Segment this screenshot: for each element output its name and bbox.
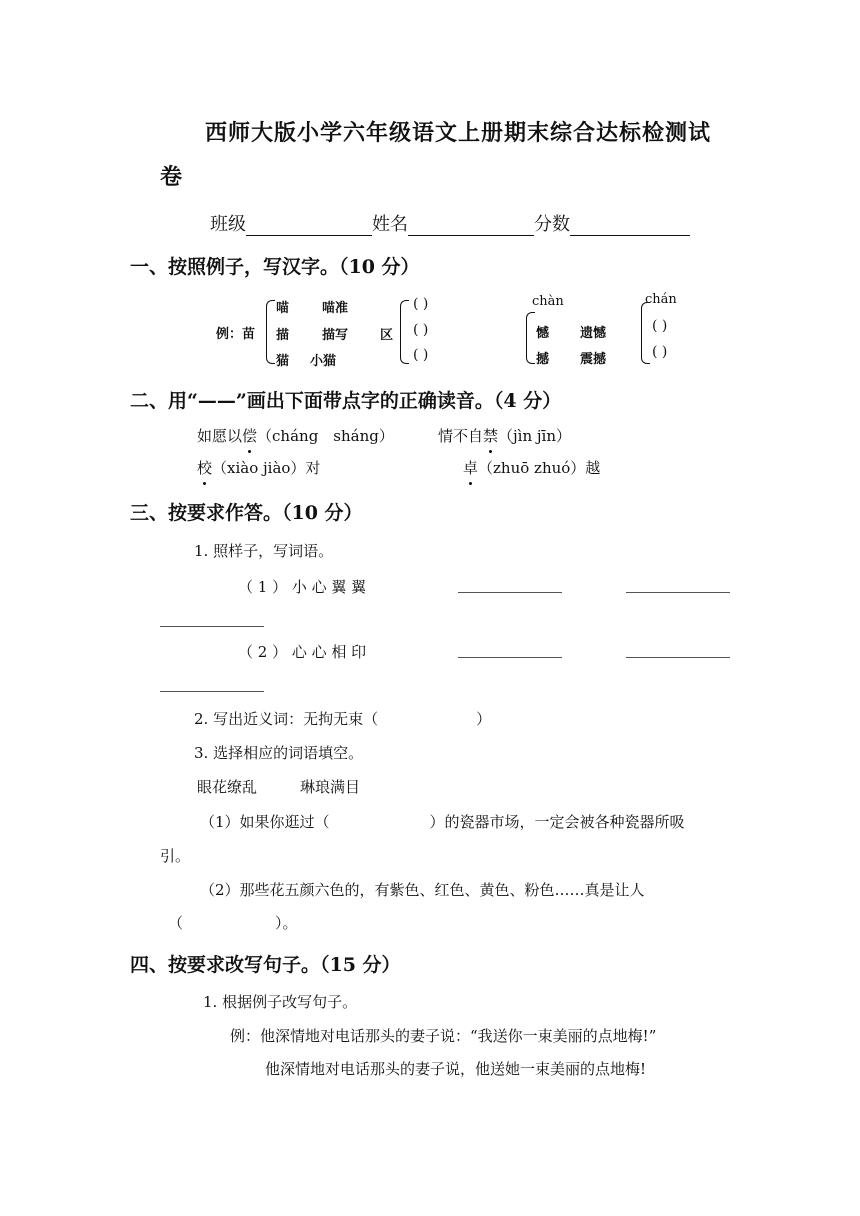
group-a-char: 撼 xyxy=(536,352,550,367)
group-a-char: 憾 xyxy=(536,326,550,341)
task-char: 区 xyxy=(380,328,394,343)
q4-example-line-1: 例：他深情地对电话那头的妻子说：“我送你一束美丽的点地梅!” xyxy=(230,1027,657,1045)
answer-line[interactable] xyxy=(458,592,562,593)
example-char: 喵 xyxy=(276,301,290,316)
group-a-word: 遗憾 xyxy=(580,326,607,341)
item-text: 情不自 xyxy=(438,427,484,445)
reading-item xyxy=(197,425,394,446)
dotted-char: 校 xyxy=(197,459,213,477)
q3-example-1: （ 1 ） 小 心 翼 翼 xyxy=(238,578,367,596)
answer-line[interactable] xyxy=(160,626,264,627)
answer-line[interactable] xyxy=(626,657,730,658)
item-text: （1）如果你逛过（ xyxy=(200,813,330,831)
example-char: 猫 xyxy=(276,354,290,369)
score-label: 分数 xyxy=(534,214,570,235)
q3-item-3: 3. 选择相应的词语填空。 xyxy=(194,744,364,762)
answer-blank[interactable]: ( ) xyxy=(652,344,668,360)
fill-sentence-2-cont xyxy=(168,912,298,933)
fill-sentence-1 xyxy=(200,811,685,832)
q4-item-1: 1. 根据例子改写句子。 xyxy=(203,993,358,1011)
answer-line[interactable] xyxy=(626,592,730,593)
choice-word: 眼花缭乱 xyxy=(197,778,258,796)
dotted-char: 禁 xyxy=(483,427,499,445)
example-word: 描写 xyxy=(322,328,349,343)
group-a-word: 震撼 xyxy=(580,352,607,367)
item-text: 如愿以 xyxy=(197,427,243,445)
pinyin-b: chán xyxy=(645,292,677,307)
section-2-heading: 二、用“——”画出下面带点字的正确读音。（4 分） xyxy=(130,390,562,412)
brace xyxy=(641,302,650,364)
q1-example-label: 例：苗 xyxy=(216,327,256,342)
page-title: 西师大版小学六年级语文上册期末综合达标检测试 xyxy=(205,120,712,146)
pinyin-options: （cháng sháng） xyxy=(257,427,394,445)
item-text: 2. 写出近义词：无拘无束（ xyxy=(194,710,379,728)
example-word: 喵准 xyxy=(322,301,349,316)
answer-line[interactable] xyxy=(160,691,264,692)
brace xyxy=(526,312,535,364)
item-text: ）。 xyxy=(275,914,298,932)
example-char: 描 xyxy=(276,328,290,343)
name-blank[interactable] xyxy=(408,217,534,236)
pinyin-a: chàn xyxy=(532,294,564,309)
info-line xyxy=(210,210,690,236)
dotted-char: 卓 xyxy=(463,459,479,477)
answer-blank[interactable]: ( ) xyxy=(413,347,429,363)
q3-item-1: 1. 照样子，写词语。 xyxy=(194,542,334,560)
reading-item xyxy=(463,457,600,478)
pinyin-options: （jìn jīn） xyxy=(498,427,572,445)
class-blank[interactable] xyxy=(246,217,372,236)
pinyin-options: （xiào jiào）对 xyxy=(212,459,321,477)
brace xyxy=(400,300,409,364)
pinyin-options: （zhuō zhuó）越 xyxy=(478,459,601,477)
q4-example-line-2: 他深情地对电话那头的妻子说，他送她一束美丽的点地梅! xyxy=(265,1060,647,1078)
item-text: ） xyxy=(476,710,492,728)
answer-blank[interactable]: ( ) xyxy=(413,322,429,338)
dotted-char: 偿 xyxy=(242,427,258,445)
answer-blank[interactable]: ( ) xyxy=(652,318,668,334)
answer-line[interactable] xyxy=(458,657,562,658)
name-label: 姓名 xyxy=(372,214,408,235)
answer-blank[interactable]: ( ) xyxy=(413,296,429,312)
reading-item xyxy=(197,457,320,478)
section-3-heading: 三、按要求作答。（10 分） xyxy=(130,502,363,524)
reading-item xyxy=(438,425,571,446)
page-title-cont: 卷 xyxy=(160,164,184,190)
q3-item-2 xyxy=(194,708,491,729)
score-blank[interactable] xyxy=(570,217,690,236)
fill-sentence-1-cont: 引。 xyxy=(160,847,191,865)
item-text: ）的瓷器市场，一定会被各种瓷器所吸 xyxy=(429,813,685,831)
item-text: （ xyxy=(168,914,184,932)
class-label: 班级 xyxy=(210,214,246,235)
choice-word: 琳琅满目 xyxy=(300,778,361,796)
section-4-heading: 四、按要求改写句子。（15 分） xyxy=(130,954,401,976)
fill-sentence-2: （2）那些花五颜六色的，有紫色、红色、黄色、粉色……真是让人 xyxy=(200,881,645,899)
example-word: 小猫 xyxy=(310,354,337,369)
q3-example-2: （ 2 ） 心 心 相 印 xyxy=(238,643,367,661)
brace xyxy=(266,300,275,364)
section-1-heading: 一、按照例子，写汉字。（10 分） xyxy=(130,256,420,278)
